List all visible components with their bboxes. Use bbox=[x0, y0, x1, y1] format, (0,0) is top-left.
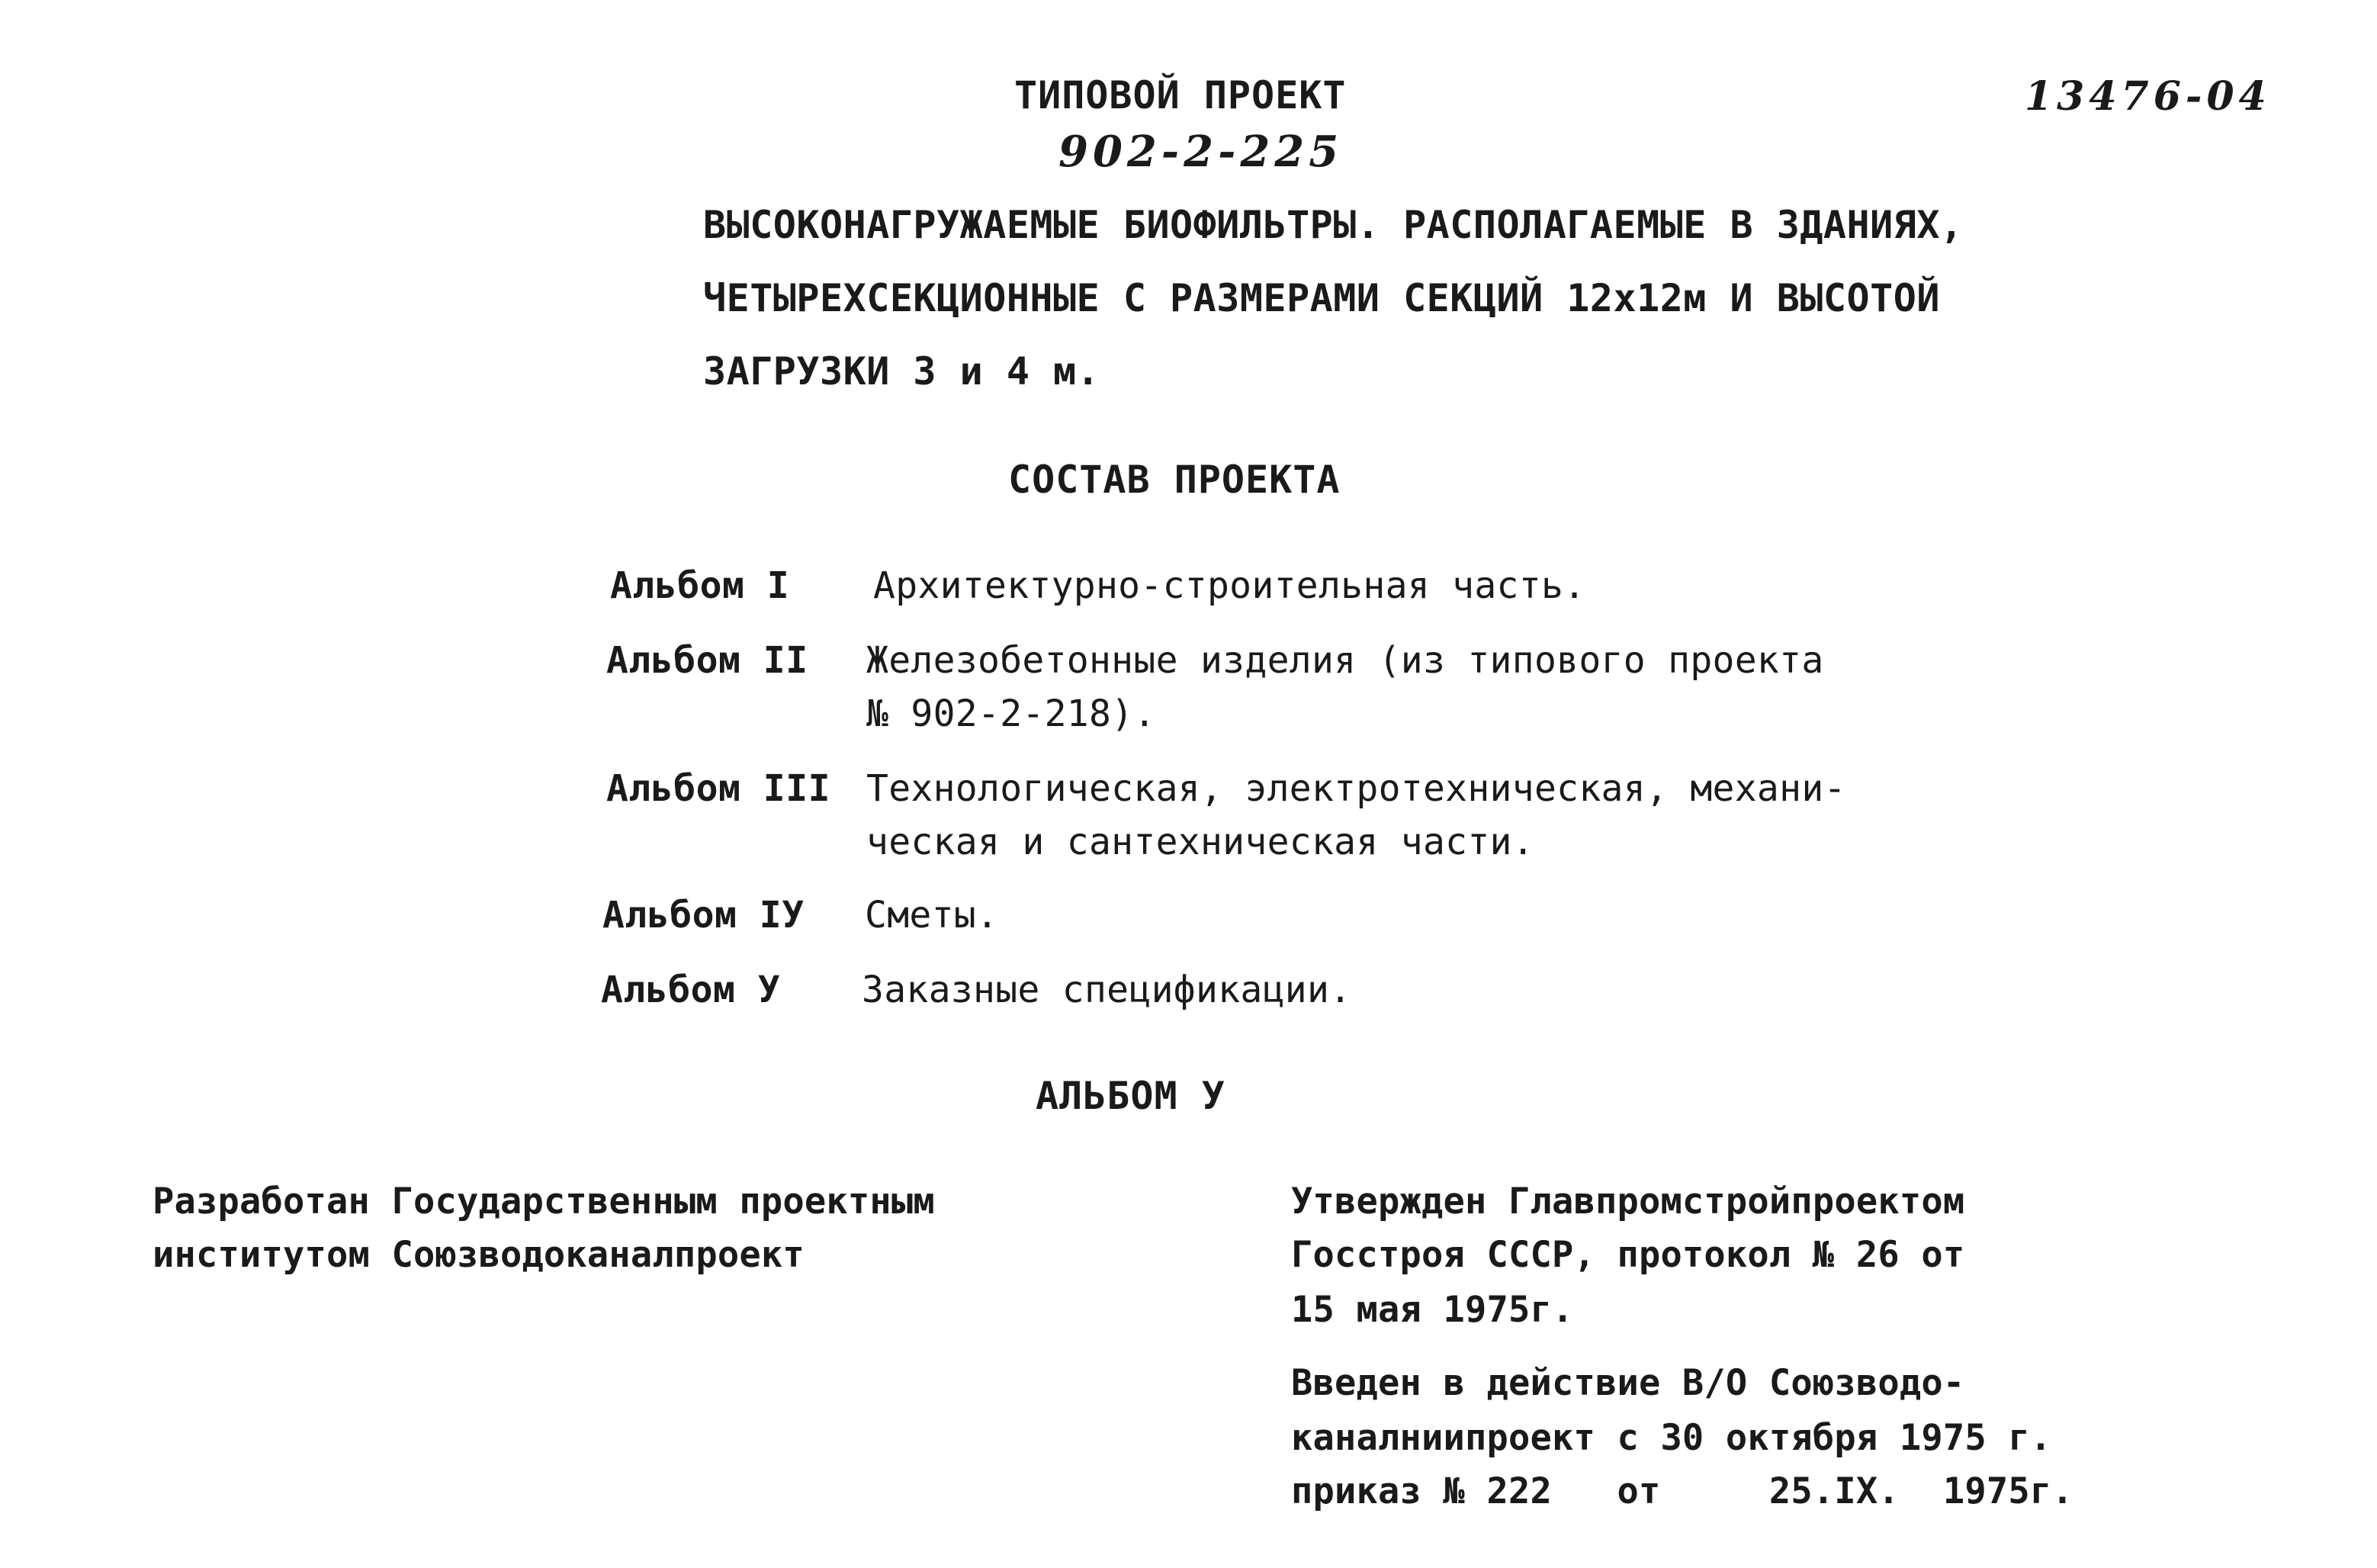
developed-by-line-2: институтом Союзводоканалпроект bbox=[153, 1234, 805, 1276]
approved-by-line-1: Утвержден Главпромстройпроектом bbox=[1291, 1181, 1965, 1223]
album-2-text-line-2: № 902-2-218). bbox=[866, 692, 1156, 735]
approved-by-line-2: Госстроя СССР, протокол № 26 от bbox=[1291, 1234, 1965, 1276]
album-1-text: Архитектурно-строительная часть. bbox=[873, 564, 1586, 607]
album-5-text: Заказные спецификации. bbox=[862, 969, 1352, 1011]
album-4-text: Сметы. bbox=[865, 894, 999, 937]
album-heading: АЛЬБОМ У bbox=[1036, 1074, 1225, 1118]
approved-by-line-3: 15 мая 1975г. bbox=[1291, 1289, 1574, 1331]
composition-heading: СОСТАВ ПРОЕКТА bbox=[1008, 458, 1341, 502]
description-line-2: ЧЕТЫРЕХСЕКЦИОННЫЕ С РАЗМЕРАМИ СЕКЦИЙ 12x12м И ВЫСОТОЙ bbox=[703, 276, 1940, 320]
description-line-1: ВЫСОКОНАГРУЖАЕМЫЕ БИОФИЛЬТРЫ. РАСПОЛАГАЕМЫЕ В ЗДАНИЯХ, bbox=[703, 203, 1964, 247]
description-line-3: ЗАГРУЗКИ 3 и 4 м. bbox=[703, 349, 1100, 394]
album-4-label: Альбом IУ bbox=[602, 894, 805, 937]
album-3-text-line-2: ческая и сантехническая части. bbox=[866, 821, 1534, 863]
album-2-text-line-1: Железобетонные изделия (из типового проекта bbox=[866, 639, 1824, 682]
enacted-line-1: Введен в действие В/О Союзводо- bbox=[1291, 1362, 1965, 1404]
document-title: ТИПОВОЙ ПРОЕКТ bbox=[1014, 73, 1347, 117]
album-1-label: Альбом I bbox=[610, 564, 790, 607]
album-3-text-line-1: Технологическая, электротехническая, механи- bbox=[866, 767, 1846, 810]
project-number: 902-2-225 bbox=[1058, 127, 1344, 177]
album-2-label: Альбом II bbox=[606, 639, 808, 682]
enacted-line-3: приказ № 222 от 25.IX. 1975г. bbox=[1291, 1470, 2073, 1512]
developed-by-line-1: Разработан Государственным проектным bbox=[153, 1181, 935, 1223]
album-5-label: Альбом У bbox=[601, 969, 781, 1011]
document-code: 13476-04 bbox=[2025, 73, 2271, 120]
enacted-line-2: каналниипроект с 30 октября 1975 г. bbox=[1291, 1417, 2052, 1459]
album-3-label: Альбом III bbox=[606, 767, 830, 810]
